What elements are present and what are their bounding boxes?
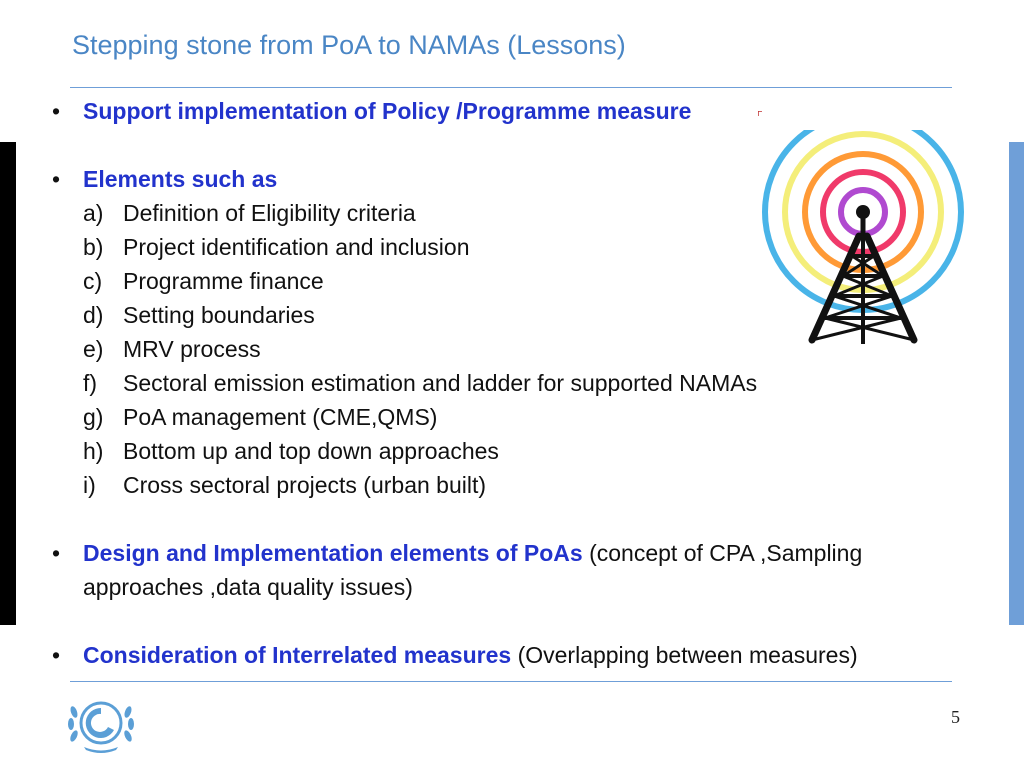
bullet-rest: (Overlapping between measures) (511, 642, 858, 668)
bullet-highlight: Design and Implementation elements of PoAs (83, 540, 583, 566)
bullet-marker: • (52, 540, 61, 566)
list-label: h) (83, 438, 104, 464)
bullet-design (52, 536, 962, 604)
radio-tower-icon (760, 130, 966, 350)
list-label: i) (83, 472, 96, 498)
list-label: a) (83, 200, 104, 226)
list-text: PoA management (CME,QMS) (123, 404, 438, 430)
page-number: 5 (951, 707, 960, 727)
bullet-marker: • (52, 642, 61, 668)
title-divider (70, 87, 952, 88)
list-item (52, 366, 962, 400)
list-text: Programme finance (123, 268, 324, 294)
list-item (52, 434, 962, 468)
bullet-highlight: Elements such as (83, 166, 278, 192)
bullet-highlight: Consideration of Interrelated measures (83, 642, 512, 668)
list-label: g) (83, 404, 104, 430)
bullet-rest: (concept of CPA ,Sampling approaches ,data quality issues) (83, 540, 863, 600)
list-text: Cross sectoral projects (urban built) (123, 472, 487, 498)
list-label: d) (83, 302, 104, 328)
bullet-support (52, 94, 962, 128)
list-label: b) (83, 234, 104, 260)
list-text: Sectoral emission estimation and ladder for supported NAMAs (123, 370, 758, 396)
unfccc-logo-icon (66, 694, 136, 754)
corner-tick-icon (758, 111, 764, 117)
list-label: c) (83, 268, 103, 294)
left-edge-bar (0, 142, 16, 625)
list-text: MRV process (123, 336, 261, 362)
list-item (52, 400, 962, 434)
slide-title: Stepping stone from PoA to NAMAs (Lessons) (72, 30, 626, 60)
bullet-interrelated (52, 638, 962, 672)
list-text: Definition of Eligibility criteria (123, 200, 416, 226)
list-text: Project identification and inclusion (123, 234, 470, 260)
bullet-marker: • (52, 98, 61, 124)
list-label: e) (83, 336, 104, 362)
bullet-highlight: Support implementation of Policy /Programme measure (83, 98, 692, 124)
right-edge-bar (1009, 142, 1024, 625)
list-item (52, 468, 962, 502)
list-text: Bottom up and top down approaches (123, 438, 499, 464)
footer-divider (70, 681, 952, 682)
list-text: Setting boundaries (123, 302, 315, 328)
bullet-marker: • (52, 166, 61, 192)
list-label: f) (83, 370, 98, 396)
